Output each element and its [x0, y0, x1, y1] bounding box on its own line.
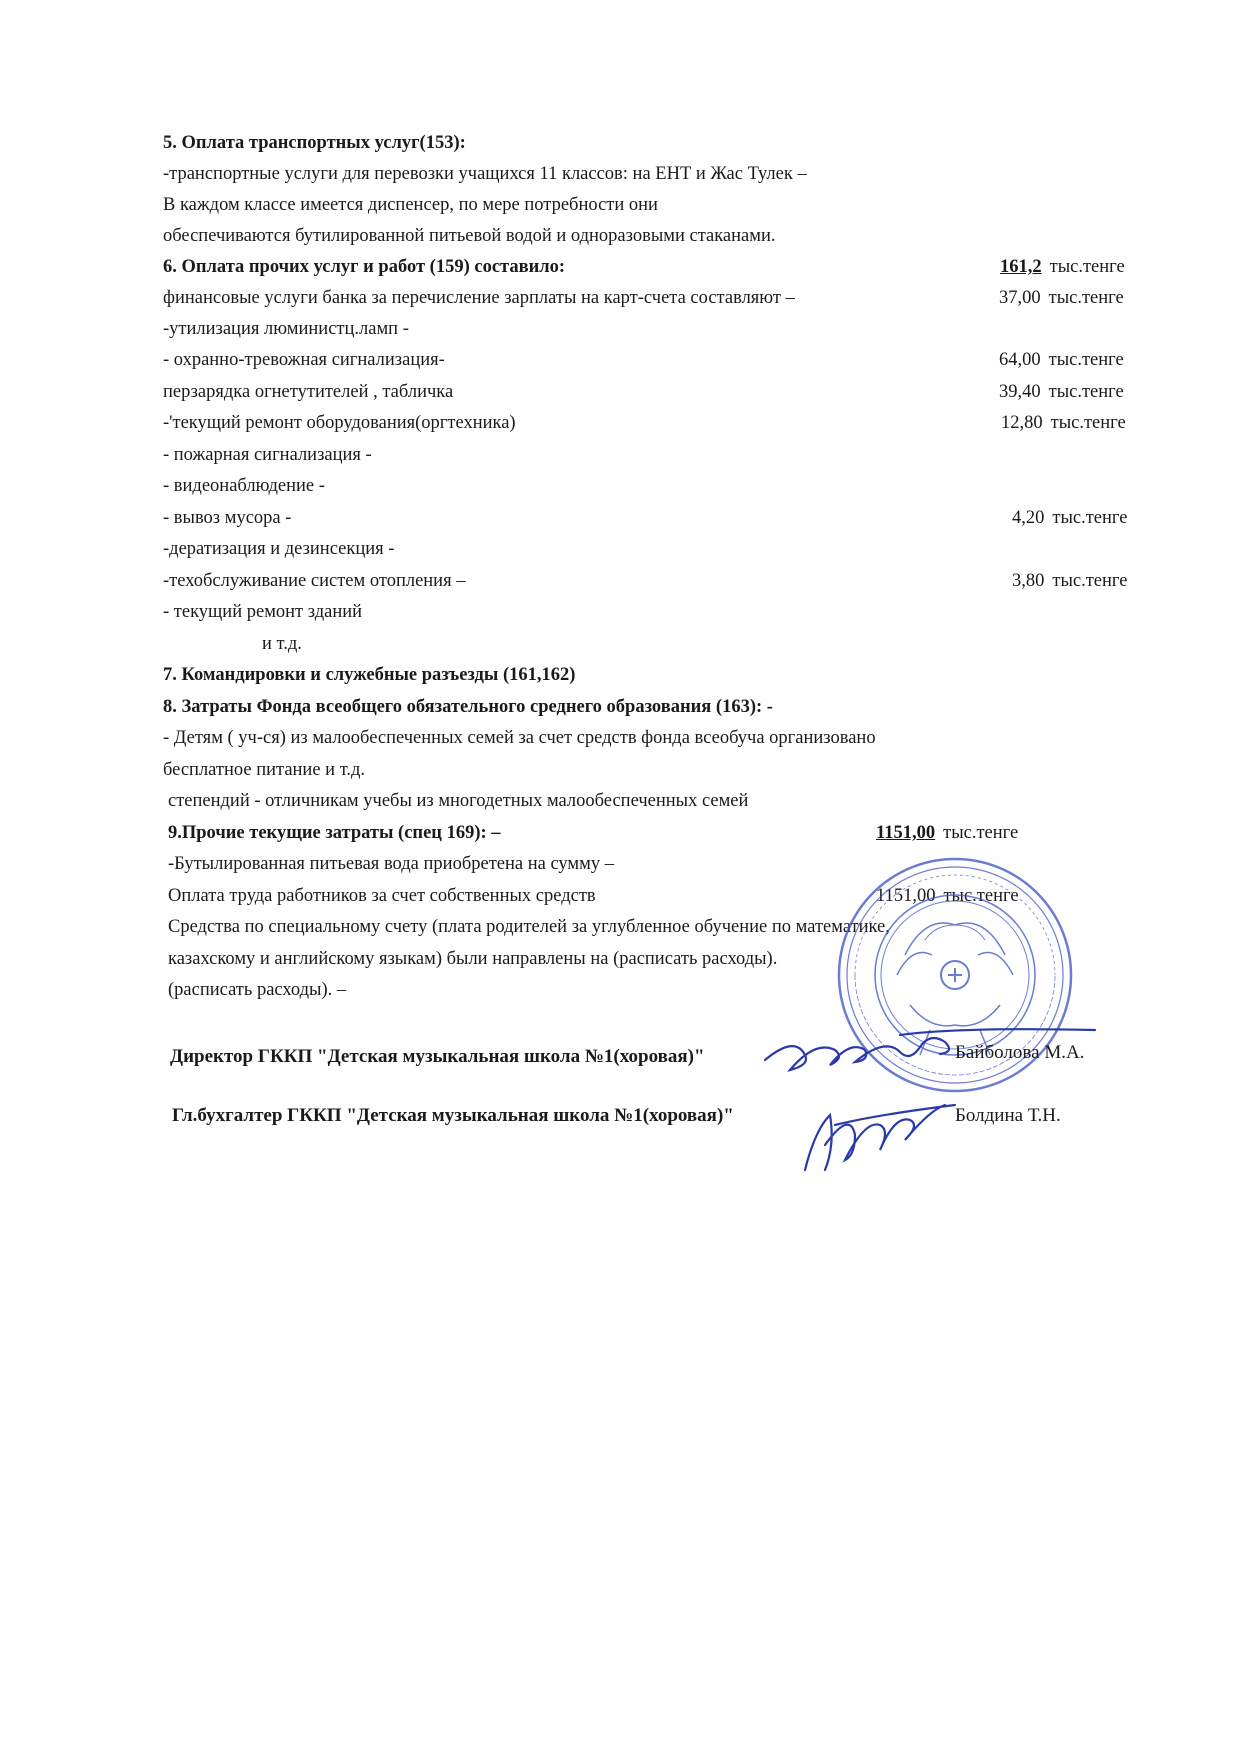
- line-scholarships: степендий - отличникам учебы из многодетных малообеспеченных семей: [168, 791, 749, 811]
- amount-unit: тыс.тенге: [1048, 350, 1124, 370]
- line-security-alarm: - охранно-тревожная сигнализация-: [163, 350, 445, 370]
- line-bank-services: финансовые услуги банка за перечисление зарплаты на карт-счета составляют –: [163, 288, 795, 308]
- section-8-heading: 8. Затраты Фонда всеобщего обязательного среднего образования (163): -: [163, 697, 773, 717]
- amount-value: 1151,00: [876, 886, 936, 906]
- amount-unit: тыс.тенге: [1050, 413, 1126, 433]
- section-6-heading: 6. Оплата прочих услуг и работ (159) составило:: [163, 257, 566, 277]
- amount-equipment-repair: [1001, 408, 1126, 438]
- amount-section-9: [876, 818, 1018, 848]
- amount-bank-services: [999, 283, 1124, 313]
- line-describe-expenses: (расписать расходы). –: [168, 980, 347, 1000]
- accountant-name: Болдина Т.Н.: [955, 1105, 1061, 1126]
- section-7-heading: 7. Командировки и служебные разъезды (161,162): [163, 665, 576, 685]
- line-video-surveillance: - видеонаблюдение -: [163, 476, 325, 496]
- section-9-heading: 9.Прочие текущие затраты (спец 169): –: [168, 823, 501, 843]
- amount-unit: тыс.тенге: [1052, 571, 1128, 591]
- line-languages: казахскому и английскому языкам) были направлены на (расписать расходы).: [168, 949, 778, 969]
- line-bottled-water: обеспечиваются бутилированной питьевой водой и одноразовыми стаканами.: [163, 226, 776, 246]
- line-lamp-disposal: -утилизация люминистц.ламп -: [163, 319, 409, 339]
- amount-unit: тыс.тенге: [943, 823, 1019, 843]
- amount-value: 4,20: [1012, 508, 1045, 528]
- line-free-meals: бесплатное питание и т.д.: [163, 760, 366, 780]
- line-fire-alarm: - пожарная сигнализация -: [163, 445, 372, 465]
- amount-value: 12,80: [1001, 413, 1043, 433]
- line-extinguisher-recharge: перзарядка огнетутителей , табличка: [163, 382, 454, 402]
- amount-heating: [1012, 566, 1127, 596]
- amount-unit: тыс.тенге: [1048, 288, 1124, 308]
- line-etc: и т.д.: [262, 634, 302, 654]
- line-bottled-water-purchase: -Бутылированная питьевая вода приобретена на сумму –: [168, 854, 614, 874]
- line-heating-maintenance: -техобслуживание систем отопления –: [163, 571, 466, 591]
- amount-value: 161,2: [1000, 257, 1042, 277]
- amount-section-6: [1000, 252, 1125, 282]
- amount-value: 37,00: [999, 288, 1041, 308]
- line-children-low-income: - Детям ( уч-ся) из малообеспеченных семей за счет средств фонда всеобуча организовано: [163, 728, 876, 748]
- director-title: Директор ГККП "Детская музыкальная школа №1(хоровая)": [170, 1046, 705, 1067]
- accountant-signature-icon: [795, 1085, 965, 1180]
- director-name: Байболова М.А.: [955, 1042, 1085, 1063]
- section-5-heading: 5. Оплата транспортных услуг(153):: [163, 133, 466, 153]
- line-transport-services: -транспортные услуги для перевозки учащихся 11 классов: на ЕНТ и Жас Тулек –: [163, 164, 807, 184]
- line-own-funds-salary: Оплата труда работников за счет собственных средств: [168, 886, 596, 906]
- amount-value: 1151,00: [876, 823, 936, 843]
- accountant-title: Гл.бухгалтер ГККП "Детская музыкальная школа №1(хоровая)": [172, 1105, 734, 1126]
- amount-extinguisher: [999, 377, 1124, 407]
- line-special-account: Средства по специальному счету (плата родителей за углубленное обучение по математике,: [168, 917, 890, 937]
- line-building-repair: - текущий ремонт зданий: [163, 602, 363, 622]
- amount-value: 64,00: [999, 350, 1041, 370]
- line-waste-removal: - вывоз мусора -: [163, 508, 292, 528]
- amount-security-alarm: [999, 345, 1124, 375]
- amount-unit: тыс.тенге: [1049, 257, 1125, 277]
- amount-unit: тыс.тенге: [1052, 508, 1128, 528]
- amount-value: 39,40: [999, 382, 1041, 402]
- amount-waste-removal: [1012, 503, 1127, 533]
- line-equipment-repair: -'текущий ремонт оборудования(оргтехника): [163, 413, 516, 433]
- line-dispenser: В каждом классе имеется диспенсер, по мере потребности они: [163, 195, 658, 215]
- line-pest-control: -дератизация и дезинсекция -: [163, 539, 395, 559]
- amount-value: 3,80: [1012, 571, 1045, 591]
- amount-unit: тыс.тенге: [943, 886, 1019, 906]
- amount-unit: тыс.тенге: [1048, 382, 1124, 402]
